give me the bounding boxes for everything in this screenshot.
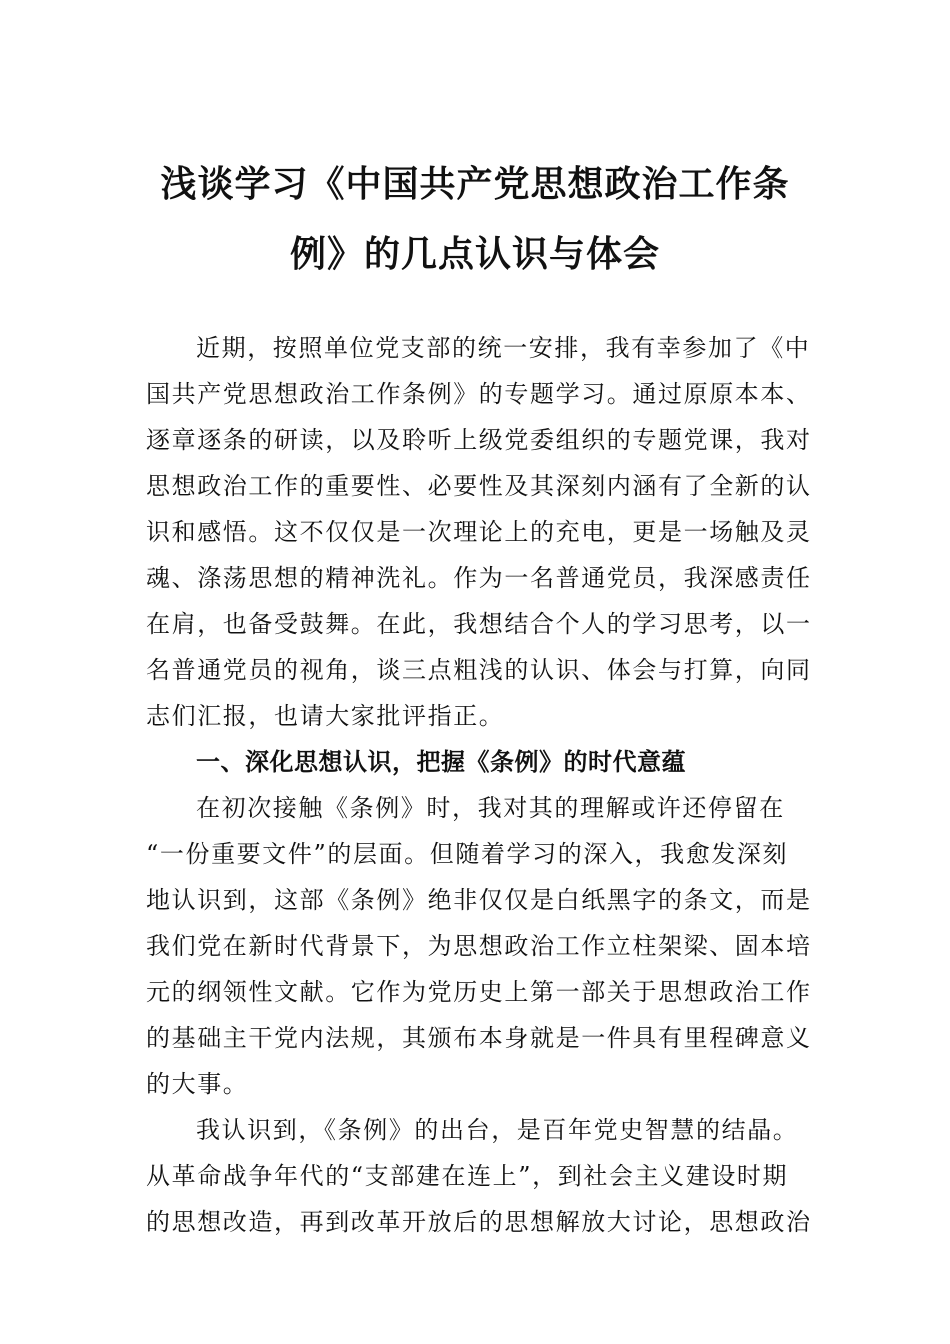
paragraph-2-line-6: 的基础主干党内法规，其颁布本身就是一件具有里程碑意义 [146, 1024, 812, 1052]
paragraph-1-line-8: 名普通党员的视角，谈三点粗浅的认识、体会与打算，向同 [146, 656, 812, 684]
paragraph-1-line-4: 思想政治工作的重要性、必要性及其深刻内涵有了全新的认 [146, 472, 812, 500]
document-title-line-1: 浅谈学习《中国共产党思想政治工作条 [160, 163, 790, 205]
paragraph-1-line-3: 逐章逐条的研读，以及聆听上级党委组织的专题党课，我对 [146, 426, 812, 454]
paragraph-2-line-5: 元的纲领性文献。它作为党历史上第一部关于思想政治工作 [146, 978, 812, 1006]
paragraph-2-line-4: 我们党在新时代背景下，为思想政治工作立柱架梁、固本培 [146, 932, 812, 960]
paragraph-2-line-7: 的大事。 [146, 1070, 249, 1098]
paragraph-1-line-6: 魂、涤荡思想的精神洗礼。作为一名普通党员，我深感责任 [146, 564, 812, 592]
paragraph-1-line-5: 识和感悟。这不仅仅是一次理论上的充电，更是一场触及灵 [146, 518, 812, 546]
paragraph-1-line-7: 在肩，也备受鼓舞。在此，我想结合个人的学习思考，以一 [146, 610, 812, 638]
paragraph-2-line-3: 地认识到，这部《条例》绝非仅仅是白纸黑字的条文，而是 [146, 886, 812, 914]
document-title-line-2: 例》的几点认识与体会 [289, 233, 660, 275]
paragraph-3-line-1: 我认识到，《条例》的出台，是百年党史智慧的结晶。 [196, 1116, 799, 1144]
section-1-heading: 一、深化思想认识，把握《条例》的时代意蕴 [196, 748, 686, 776]
paragraph-2-line-2: “一份重要文件”的层面。但随着学习的深入，我愈发深刻 [146, 840, 789, 868]
paragraph-3-line-2: 从革命战争年代的“支部建在连上”，到社会主义建设时期 [146, 1162, 789, 1190]
paragraph-2-line-1: 在初次接触《条例》时，我对其的理解或许还停留在 [196, 794, 785, 822]
paragraph-1-line-2: 国共产党思想政治工作条例》的专题学习。通过原原本本、 [146, 380, 812, 408]
paragraph-1-line-1: 近期，按照单位党支部的统一安排，我有幸参加了《中 [196, 334, 811, 362]
paragraph-1-line-9: 志们汇报，也请大家批评指正。 [146, 702, 505, 730]
paragraph-3-line-3: 的思想改造，再到改革开放后的思想解放大讨论，思想政治 [146, 1208, 812, 1236]
